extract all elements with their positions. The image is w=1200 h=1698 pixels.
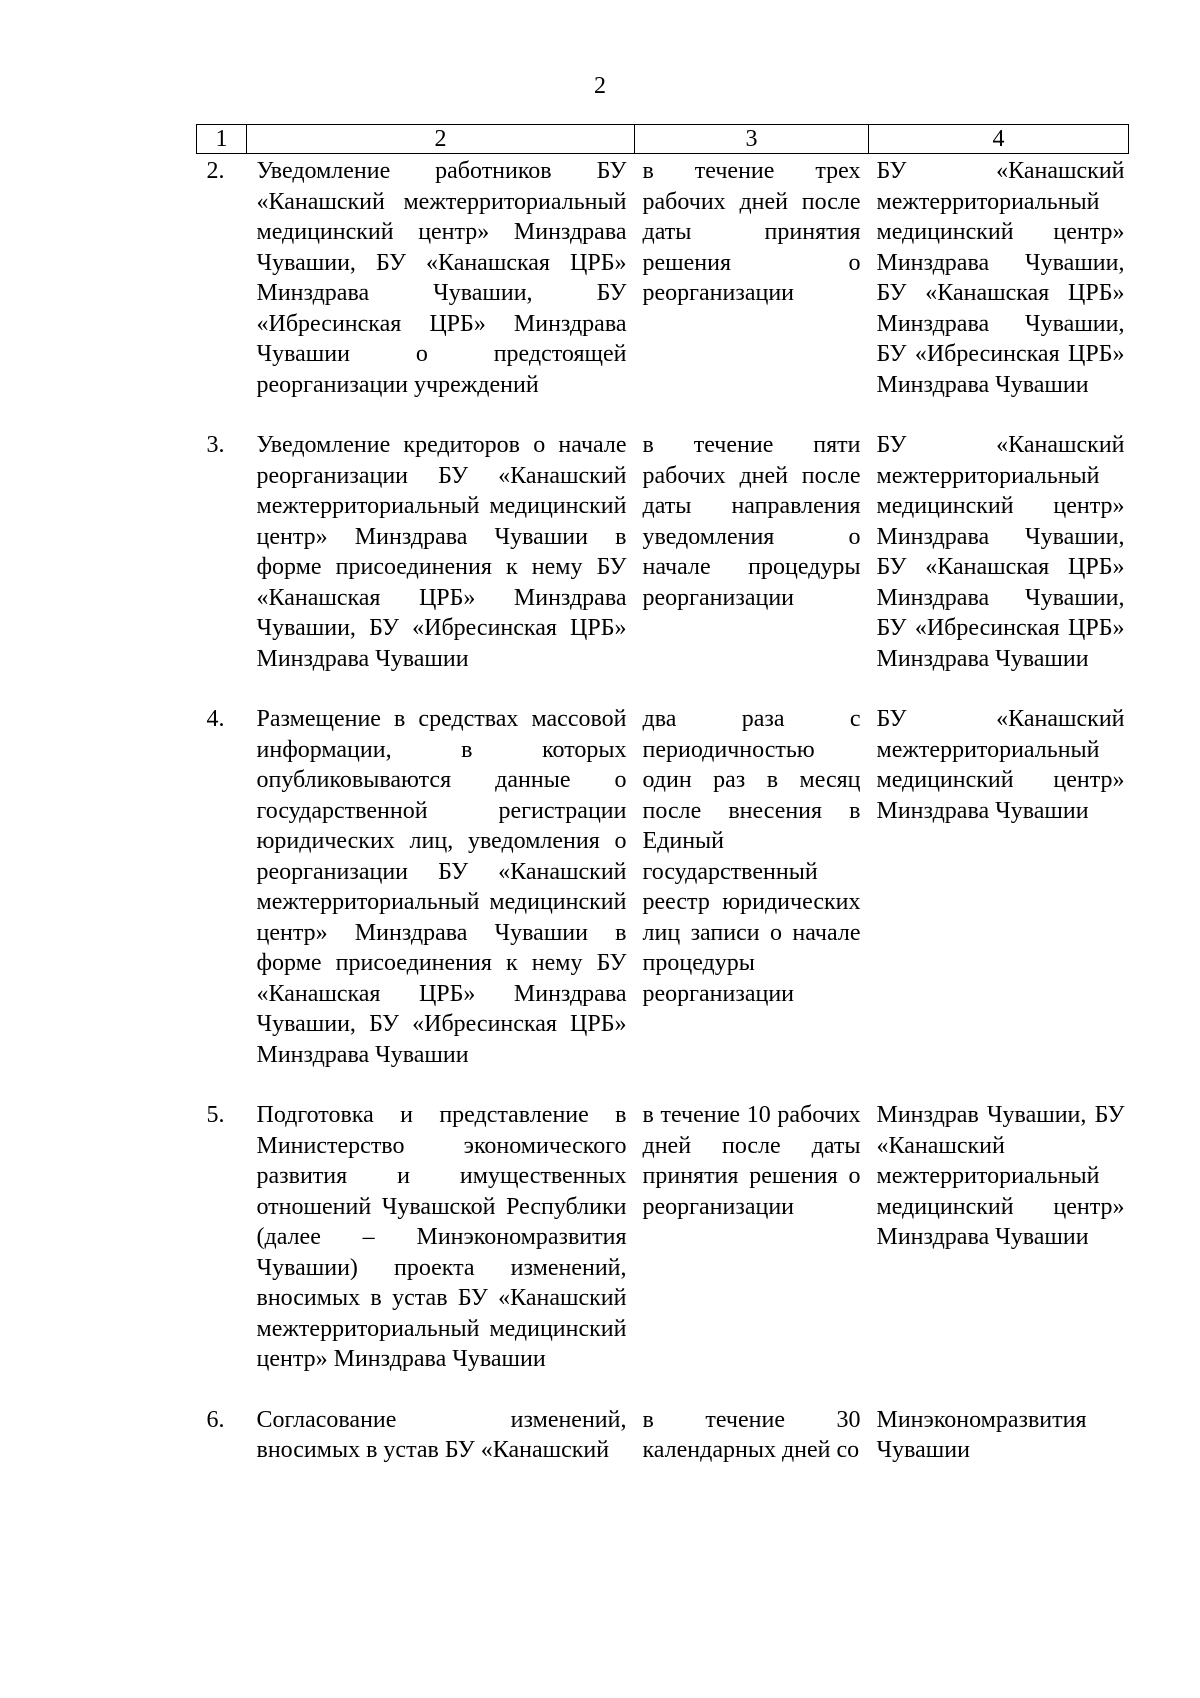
activity-cell: Подготовка и представление в Министерство экономического развития и имущественных отношений Чувашской Республики (далее – Минэкономразвития Чувашии) проекта изменений, вносимых в устав БУ «Канашский межтерриториальный медицинский центр» Минздрава Чувашии [256, 1102, 627, 1372]
table-row [197, 1405, 1129, 1466]
table-header [197, 125, 1129, 154]
table-row [197, 704, 1129, 1100]
header-row [197, 125, 1129, 154]
deadline-cell: в течение трех рабочих дней после даты принятия решения о реорганизации [642, 158, 861, 306]
activity-cell: Размещение в средствах массовой информации, в которых опубликовываются данные о государственной регистрации юридических лиц, уведомления о реорганизации БУ «Канашский межтерриториальный медицинский центр» Минздрава Чувашии в форме присоединения к нему БУ «Канашская ЦРБ» Минздрава Чувашии, БУ «Ибресинская ЦРБ» Минздрава Чувашии [256, 706, 627, 1068]
header-col-4: 4 [869, 125, 1129, 154]
table-body [197, 154, 1129, 1466]
deadline-cell: два раза с периодичностью один раз в месяц после внесения в Единый государственный реестр юридических лиц записи о начале процедуры реорганизации [642, 706, 861, 1007]
activity-cell: Согласование изменений, вносимых в устав БУ «Канашский [256, 1406, 627, 1463]
table-row [197, 430, 1129, 704]
header-col-1: 1 [197, 125, 247, 154]
reorganization-plan-table [196, 124, 1129, 1466]
table-row [197, 1100, 1129, 1405]
activity-cell: Уведомление кредиторов о начале реорганизации БУ «Канашский межтерриториальный медицинский центр» Минздрава Чувашии в форме присоединения к нему БУ «Канашская ЦРБ» Минздрава Чувашии, БУ «Ибресинская ЦРБ» Минздрава Чувашии [256, 432, 627, 672]
responsible-cell: БУ «Канашский межтерриториальный медицинский центр» Минздрава Чувашии, БУ «Канашская ЦРБ» Минздрава Чувашии, БУ «Ибресинская ЦРБ» Минздрава Чувашии [876, 432, 1125, 672]
responsible-cell: БУ «Канашский межтерриториальный медицинский центр» Минздрава Чувашии [876, 706, 1125, 824]
row-number: 3. [206, 432, 225, 458]
table-row [197, 154, 1129, 431]
deadline-cell: в течение 30 календарных дней со [642, 1406, 861, 1463]
activity-cell: Уведомление работников БУ «Канашский межтерриториальный медицинский центр» Минздрава Чувашии, БУ «Канашская ЦРБ» Минздрава Чувашии, БУ «Ибресинская ЦРБ» Минздрава Чувашии о предстоящей реорганизации учреждений [256, 158, 627, 398]
responsible-cell: БУ «Канашский межтерриториальный медицинский центр» Минздрава Чувашии, БУ «Канашская ЦРБ» Минздрава Чувашии, БУ «Ибресинская ЦРБ» Минздрава Чувашии [876, 158, 1125, 398]
responsible-cell: Минэкономразвития Чувашии [876, 1406, 1087, 1463]
header-col-2: 2 [247, 125, 635, 154]
row-number: 5. [206, 1102, 225, 1128]
row-number: 4. [206, 706, 225, 732]
deadline-cell: в течение 10 рабочих дней после даты принятия решения о реорганизации [642, 1102, 861, 1220]
row-number: 6. [206, 1406, 225, 1433]
deadline-cell: в течение пяти рабочих дней после даты направления уведомления о начале процедуры реорганизации [642, 432, 861, 611]
row-number: 2. [206, 158, 225, 184]
header-col-3: 3 [635, 125, 869, 154]
responsible-cell: Минздрав Чувашии, БУ «Канашский межтерриториальный медицинский центр» Минздрава Чувашии [876, 1102, 1125, 1250]
page-number: 2 [594, 73, 606, 99]
